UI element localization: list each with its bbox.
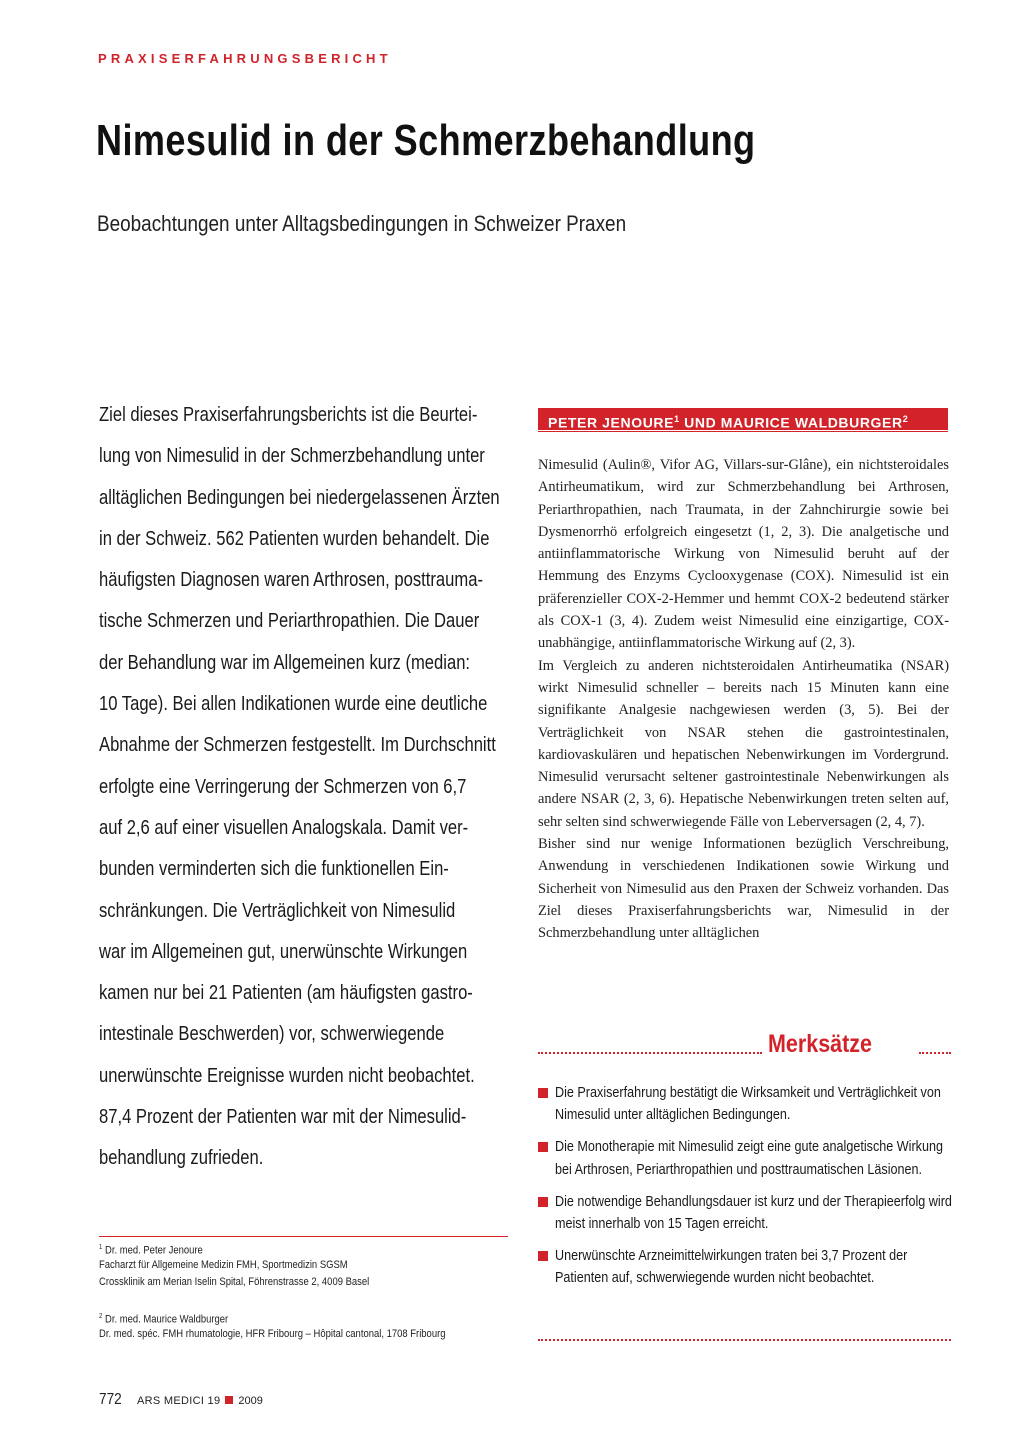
- square-separator-icon: [225, 1396, 233, 1404]
- merksaetze-item-text: Die Praxiserfahrung bestätigt die Wirksamkeit und Verträglichkeit von Nimesulid unter alltäglichen Bedingungen.: [555, 1084, 941, 1124]
- journal-name: ARS MEDICI 19: [137, 1395, 221, 1407]
- footnote-mark: 2: [99, 1313, 103, 1320]
- journal-year: 2009: [238, 1395, 263, 1407]
- abstract-line: Abnahme der Schmerzen festgestellt. Im Durchschnitt: [99, 733, 496, 757]
- abstract-line: behandlung zufrieden.: [99, 1146, 264, 1170]
- merksaetze-item: [538, 1082, 958, 1127]
- merksaetze-item: [538, 1136, 958, 1181]
- footnote-author: Dr. med. Peter Jenoure: [104, 1244, 203, 1257]
- abstract-line: der Behandlung war im Allgemeinen kurz (median:: [99, 650, 471, 674]
- abstract-line: erfolgte eine Verringerung der Schmerzen von 6,7: [99, 774, 467, 798]
- author-mark-2: 2: [902, 414, 909, 424]
- author-name-2: MAURICE WALDBURGER: [720, 414, 903, 430]
- merksaetze-item-text: Unerwünschte Arzneimittelwirkungen traten bei 3,7 Prozent der Patienten auf, schwerwiegende wurden nicht beobachtet.: [555, 1246, 908, 1287]
- footnote-1-affiliation: Facharzt für Allgemeine Medizin FMH, Sportmedizin SGSM: [99, 1259, 348, 1271]
- merksaetze-title: Merksätze: [768, 1030, 872, 1058]
- author-joiner: UND: [679, 414, 721, 430]
- abstract-line: schränkungen. Die Verträglichkeit von Nimesulid: [99, 898, 456, 922]
- body-paragraph: Im Vergleich zu anderen nichtsteroidalen Antirheumatika (NSAR) wirkt Nimesulid schneller – bereits nach 15 Minuten kann eine signifikante Analgesie nachgewiesen werden (3, 5). Bei der Verträglichkeit von NSAR stehen die gastrointestinalen, kardiovaskulären und hepatischen Nebenwirkungen im Vordergrund. Nimesulid verursacht seltener gastrointestinale Nebenwirkungen als andere NSAR (2, 3, 6). Hepatische Nebenwirkungen treten selten auf, sehr selten sind schwerwiegende Fälle von Leberversagen (2, 4, 7).: [538, 657, 949, 830]
- body-text: [538, 454, 949, 945]
- abstract: [99, 394, 539, 1179]
- page-footer: [99, 1391, 263, 1409]
- section-kicker: PRAXISERFAHRUNGSBERICHT: [98, 51, 392, 66]
- body-paragraph: Nimesulid (Aulin®, Vifor AG, Villars-sur-Glâne), ein nichtsteroidales Antirheumatikum, wird zur Schmerzbehandlung bei Arthrosen, Periarthropathien, nach Traumata, in der Zahnchirurgie sowie bei Dysmenorrhö erfolgreich eingesetzt (1, 2, 3). Die analgetische und antiinflammatorische Wirkung von Nimesulid beruht auf der Hemmung des Enzyms Cyclooxygenase (COX). Nimesulid ist ein präferenzieller COX-2-Hemmer und hemmt COX-2 bedeutend stärker als COX-1 (3, 4). Zudem weist Nimesulid eine einzigartige, COX-unabhängige, antiinflammatorische Wirkung auf (2, 3).: [538, 457, 949, 652]
- article-subtitle: Beobachtungen unter Alltagsbedingungen in Schweizer Praxen: [97, 211, 627, 236]
- merksaetze-item-text: Die notwendige Behandlungsdauer ist kurz und der Therapieerfolg wird meist innerhalb von 15 Tagen erreicht.: [555, 1192, 952, 1233]
- abstract-line: bunden verminderten sich die funktionellen Ein-: [99, 857, 449, 881]
- abstract-line: häufigsten Diagnosen waren Arthrosen, posttrauma-: [99, 568, 483, 592]
- abstract-line: 87,4 Prozent der Patienten war mit der Nimesulid-: [99, 1105, 467, 1129]
- abstract-line: intestinale Beschwerden) vor, schwerwiegende: [99, 1022, 445, 1046]
- footnote-mark: 1: [99, 1244, 103, 1251]
- abstract-line: auf 2,6 auf einer visuellen Analogskala. Damit ver-: [99, 815, 469, 839]
- merksaetze-item-text: Die Monotherapie mit Nimesulid zeigt eine gute analgetische Wirkung bei Arthrosen, Periarthropathien und posttraumatischen Läsionen.: [555, 1138, 944, 1178]
- abstract-line: alltäglichen Bedingungen bei niedergelassenen Ärzten: [99, 485, 500, 509]
- merksaetze-divider-left: [538, 1052, 762, 1054]
- abstract-line: tische Schmerzen und Periarthropathien. Die Dauer: [99, 609, 480, 633]
- square-bullet-icon: [538, 1251, 548, 1261]
- footnote-author: Dr. med. Maurice Waldburger: [104, 1313, 229, 1326]
- abstract-line: war im Allgemeinen gut, unerwünschte Wirkungen: [99, 939, 468, 963]
- author-bar: [538, 408, 948, 430]
- abstract-line: 10 Tage). Bei allen Indikationen wurde eine deutliche: [99, 692, 488, 716]
- abstract-line: unerwünschte Ereignisse wurden nicht beobachtet.: [99, 1063, 475, 1087]
- merksaetze-list: [538, 1082, 958, 1299]
- abstract-line: lung von Nimesulid in der Schmerzbehandlung unter: [99, 444, 485, 468]
- author-mark-1: 1: [674, 414, 680, 424]
- merksaetze-item: [538, 1191, 958, 1236]
- abstract-line: Ziel dieses Praxiserfahrungsberichts ist die Beurtei-: [99, 403, 478, 426]
- page-number: 772: [99, 1391, 122, 1408]
- footnote-1-address: Crossklinik am Merian Iselin Spital, Föhrenstrasse 2, 4009 Basel: [99, 1276, 370, 1288]
- merksaetze-divider-bottom: [538, 1339, 951, 1341]
- square-bullet-icon: [538, 1197, 548, 1207]
- merksaetze-divider-right: [919, 1052, 951, 1054]
- square-bullet-icon: [538, 1142, 548, 1152]
- footnote-2-affiliation: Dr. med. spéc. FMH rhumatologie, HFR Fribourg – Hôpital cantonal, 1708 Fribourg: [99, 1328, 446, 1340]
- abstract-line: in der Schweiz. 562 Patienten wurden behandelt. Die: [99, 526, 490, 550]
- body-paragraph: Bisher sind nur wenige Informationen bezüglich Verschreibung, Anwendung in verschiedenen Indikationen sowie Wirkung und Sicherheit von Nimesulid aus den Praxen der Schweiz vorhanden. Das Ziel dieses Praxiserfahrungsberichts war, Nimesulid in der Schmerzbehandlung unter alltäglichen: [538, 836, 949, 942]
- article-title: Nimesulid in der Schmerzbehandlung: [96, 116, 756, 165]
- author-rule: [538, 431, 948, 432]
- author-name-1: PETER JENOURE: [548, 414, 675, 430]
- abstract-line: kamen nur bei 21 Patienten (am häufigsten gastro-: [99, 981, 473, 1005]
- footnote-rule: [99, 1236, 508, 1237]
- merksaetze-item: [538, 1245, 958, 1290]
- square-bullet-icon: [538, 1088, 548, 1098]
